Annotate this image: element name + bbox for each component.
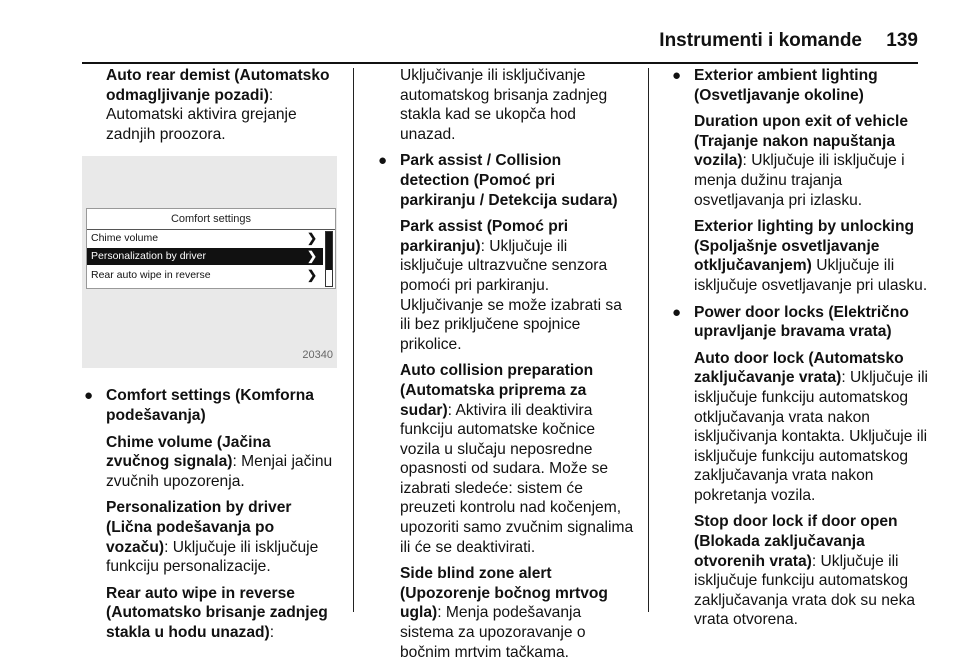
figure-number: 20340 (302, 348, 333, 361)
side-blind-zone-text: : Menja podešavanja sistema za upozoravanje o bočnim mrtvim tačkama. (400, 604, 586, 661)
lighting-unlock-paragraph (694, 217, 930, 295)
duration-exit-heading: Duration upon exit of vehicle (Trajanje nakon napuštanja vozila) (694, 113, 909, 170)
auto-door-lock-paragraph (694, 349, 930, 506)
menu-item-chime-volume[interactable] (87, 230, 323, 247)
menu-item-label: Chime volume (91, 232, 159, 245)
scrollbar[interactable] (325, 231, 333, 287)
menu-item-label: Rear auto wipe in reverse (91, 269, 211, 282)
chevron-right-icon: ❯ (306, 268, 317, 283)
comfort-settings-heading: Comfort settings (Komforna podešavanja) (106, 387, 314, 424)
page-number: 139 (886, 30, 918, 51)
park-assist-text: : Uključuje ili isključuje ultrazvučne senzora pomoći pri parkiranju. Uključivanje se može izabrati sa ili bez priključene spojnice prikolice. (400, 237, 622, 353)
rear-wipe-continued-text: Uključivanje ili isključivanje automatskog brisanja zadnjeg stakla kad se ukopča hod unazad. (400, 67, 608, 143)
park-assist-paragraph (400, 217, 634, 354)
column-2 (378, 66, 634, 669)
personalization-paragraph (106, 498, 338, 576)
auto-door-lock-heading: Auto door lock (Automatsko zaključavanje vrata) (694, 349, 904, 387)
lighting-unlock-text: Uključuje ili isključuje osvetljavanje pri ulasku. (694, 257, 928, 294)
auto-collision-paragraph (400, 361, 634, 557)
chevron-right-icon: ❯ (306, 231, 317, 246)
auto-rear-demist-heading: Auto rear demist (Automatsko odmagljivanje pozadi) (106, 67, 330, 104)
chime-volume-text: : Menjai jačinu zvučnih upozorenja. (106, 453, 333, 490)
duration-exit-paragraph (694, 112, 930, 210)
auto-rear-demist-paragraph (106, 66, 338, 144)
auto-door-lock-text: : Uključuje ili isključuje funkciju automatskog otključavanja vrata nakon isključivanja kontakta. Uključuje ili isključuje funkciju automatskog zaključavanja vrata nakon pokretanja vozila. (694, 369, 929, 504)
header-title: Instrumenti i komande (659, 30, 862, 51)
exterior-lighting-heading: Exterior ambient lighting (Osvetljavanje okoline) (694, 67, 878, 104)
column-3 (672, 66, 930, 637)
header-rule (82, 62, 918, 64)
rear-wipe-heading: Rear auto wipe in reverse (Automatsko brisanje zadnjeg stakla u hodu unazad) (106, 584, 328, 641)
bullet-icon: ● (378, 152, 388, 170)
menu-item-personalization[interactable] (87, 248, 323, 265)
menu-item-rear-auto-wipe[interactable] (87, 267, 323, 284)
scrollbar-thumb[interactable] (326, 232, 332, 270)
side-blind-zone-heading: Side blind zone alert (Upozorenje bočnog mrtvog ugla) (400, 565, 608, 622)
bullet-park-assist (378, 151, 634, 662)
bullet-power-door-locks (672, 303, 930, 631)
auto-collision-heading: Auto collision preparation (Automatska priprema za sudar) (400, 362, 594, 419)
page-header (0, 22, 960, 62)
duration-exit-text: : Uključuje ili isključuje i menja dužinu trajanja osvetljavanja pri izlasku. (694, 152, 905, 209)
column-divider (648, 68, 649, 612)
column-1 (84, 66, 338, 650)
personalization-heading: Personalization by driver (Lična podešavanja po vozaču) (106, 499, 292, 556)
lighting-unlock-heading: Exterior lighting by unlocking (Spoljašnje osvetljavanje otključavanjem) (694, 218, 915, 275)
auto-collision-text: : Aktivira ili deaktivira funkciju automatske kočnice vozila u slučaju neposredne opasnosti od sudara. Može se izabrati sledeće: sistem će preuzeti kontrolu nad kočenjem, upozoriti samo zvučnim signalima ili će se deaktivirati. (400, 401, 634, 556)
bullet-icon: ● (672, 67, 682, 84)
park-assist-heading: Park assist (Pomoć pri parkiranju) (400, 218, 569, 255)
park-assist-section-heading: Park assist / Collision detection (Pomoć pri parkiranju / Detekcija sudara) (400, 152, 618, 209)
bullet-icon: ● (84, 387, 94, 405)
screen-title: Comfort settings (87, 209, 335, 230)
chime-volume-paragraph (106, 433, 338, 492)
personalization-text: : Uključuje ili isključuje funkciju personalizacije. (106, 538, 319, 576)
bullet-exterior-lighting (672, 66, 930, 296)
chime-volume-heading: Chime volume (Jačina zvučnog signala) (106, 433, 271, 471)
auto-rear-demist-text: : Automatski aktivira grejanje zadnjih proozora. (106, 86, 297, 143)
stop-door-lock-heading: Stop door lock if door open (Blokada zaključavanja otvorenih vrata) (694, 513, 898, 570)
chevron-right-icon: ❯ (306, 249, 317, 264)
power-door-locks-heading: Power door locks (Električno upravljanje bravama vrata) (694, 303, 909, 341)
bullet-comfort-settings (84, 386, 338, 642)
stop-door-lock-text: : Uključuje ili isključuje funkciju automatskog zaključavanja vrata dok su neka vrata otvorena. (694, 552, 916, 629)
column-divider (353, 68, 354, 612)
comfort-settings-figure (82, 156, 337, 368)
display-screen (86, 208, 336, 289)
side-blind-zone-paragraph (400, 564, 634, 662)
rear-wipe-text: : (269, 623, 275, 641)
menu-item-label: Personalization by driver (91, 250, 206, 263)
stop-door-lock-paragraph (694, 512, 930, 630)
bullet-icon: ● (672, 303, 682, 321)
rear-wipe-paragraph (106, 584, 338, 643)
